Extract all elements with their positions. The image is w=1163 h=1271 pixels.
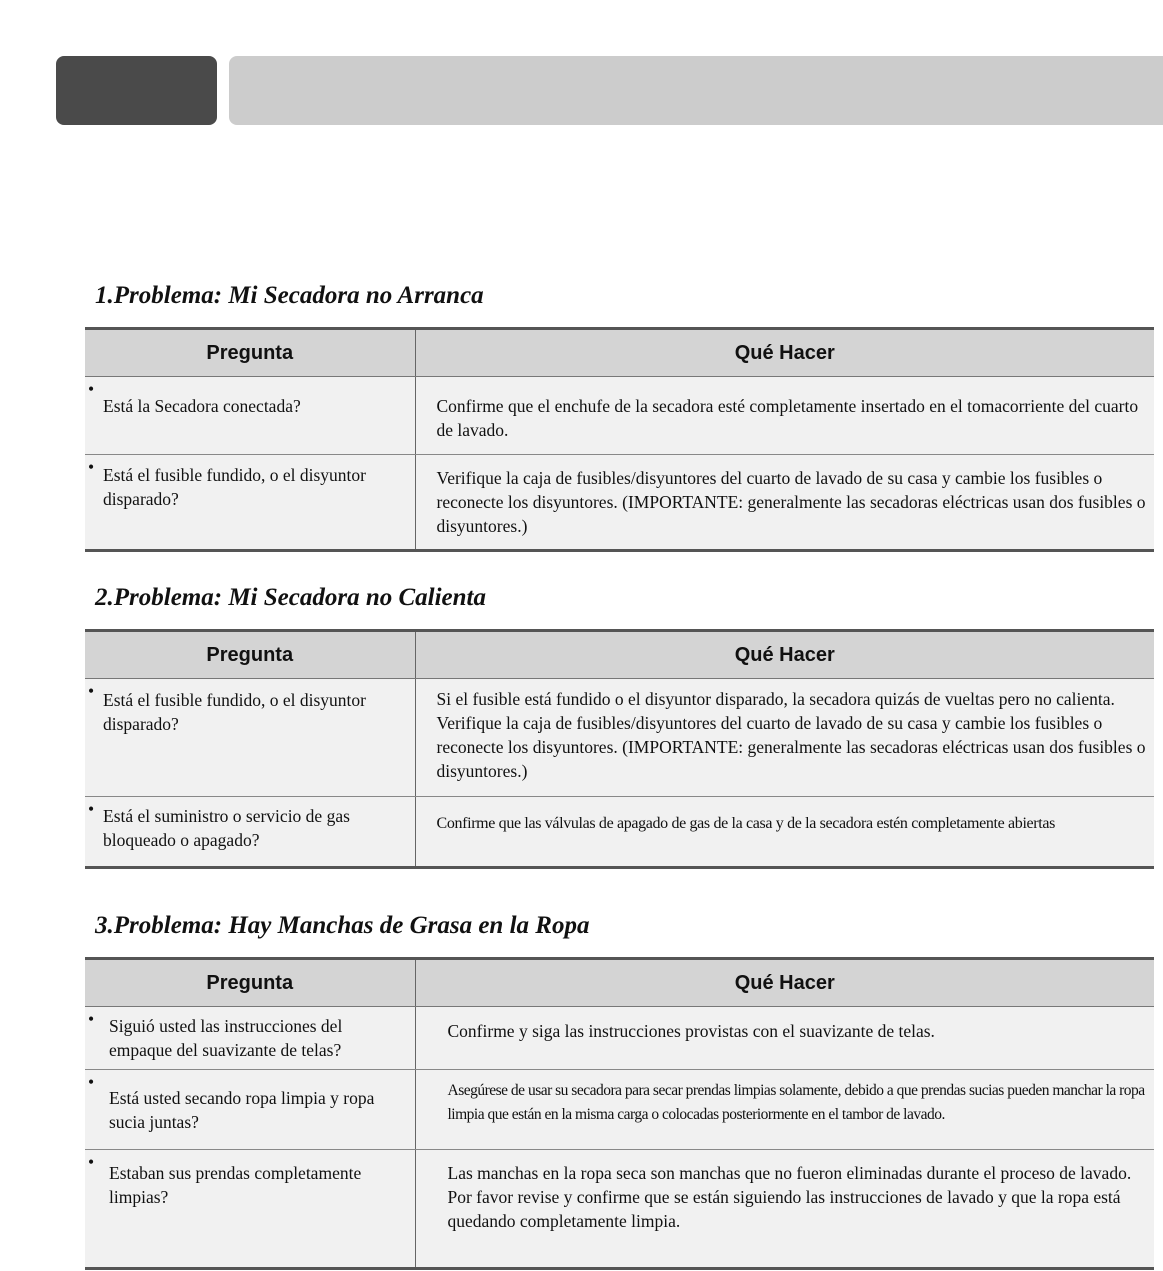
question-text: • Está la Secadora conectada?	[85, 377, 415, 418]
question-text: • Está el fusible fundido, o el disyuntor disparado?	[85, 679, 415, 736]
section-3-title: 3.Problema: Hay Manchas de Grasa en la Ropa	[95, 912, 590, 939]
section-2-title: 2.Problema: Mi Secadora no Calienta	[95, 584, 486, 611]
answer-text: Si el fusible está fundido o el disyuntor disparado, la secadora quizás de vueltas pero no calienta. Verifique la caja de fusibles/disyuntores del cuarto de lavado de su casa y cambie los fusibles o reconecte los disyuntores. (IMPORTANTE: generalmente las secadoras eléctricas usan dos fusibles o disyuntores.)	[436, 689, 1146, 781]
section-1-table	[85, 327, 1154, 552]
header-dark-block	[56, 56, 217, 125]
answer-text: Confirme que las válvulas de apagado de gas de la casa y de la secadora estén completamente abiertas	[436, 815, 1056, 832]
section-2-table	[85, 629, 1154, 869]
answer-text: Las manchas en la ropa seca son manchas que no fueron eliminadas durante el proceso de lavado. Por favor revise y confirme que se están siguiendo las instrucciones de lavado y que la ropa está quedando completamente limpia.	[447, 1163, 1132, 1231]
question-text: • Está el fusible fundido, o el disyuntor disparado?	[85, 455, 415, 511]
answer-text: Asegúrese de usar su secadora para secar prendas limpias solamente, debido a que prendas sucias pueden manchar la ropa limpia que están en la misma carga o colocadas posteriormente en el tambor de lavado.	[447, 1082, 1145, 1123]
table-row	[85, 1070, 1154, 1150]
table-header-row	[85, 631, 1154, 679]
table-row	[85, 1007, 1154, 1070]
table-row	[85, 1150, 1154, 1269]
question-text: • Estaban sus prendas completamente limpias?	[85, 1150, 415, 1209]
answer-text: Verifique la caja de fusibles/disyuntores del cuarto de lavado de su casa y cambie los fusibles o reconecte los disyuntores. (IMPORTANTE: generalmente las secadoras eléctricas usan dos fusibles o disyuntores.)	[436, 468, 1146, 536]
table-row	[85, 797, 1154, 868]
column-header-question: Pregunta	[85, 959, 415, 1007]
column-header-question: Pregunta	[85, 329, 415, 377]
column-header-action: Qué Hacer	[415, 959, 1154, 1007]
column-header-action: Qué Hacer	[415, 329, 1154, 377]
column-header-action: Qué Hacer	[415, 631, 1154, 679]
answer-text: Confirme y siga las instrucciones provistas con el suavizante de telas.	[447, 1021, 935, 1041]
header-light-bar	[229, 56, 1163, 125]
column-header-question: Pregunta	[85, 631, 415, 679]
question-text: • Siguió usted las instrucciones del empaque del suavizante de telas?	[85, 1007, 415, 1062]
table-row	[85, 455, 1154, 551]
question-text: • Está usted secando ropa limpia y ropa sucia juntas?	[85, 1070, 415, 1134]
question-text: • Está el suministro o servicio de gas bloqueado o apagado?	[85, 797, 415, 852]
table-header-row	[85, 329, 1154, 377]
table-header-row	[85, 959, 1154, 1007]
section-1-title: 1.Problema: Mi Secadora no Arranca	[95, 282, 484, 309]
answer-text: Confirme que el enchufe de la secadora esté completamente insertado en el tomacorriente del cuarto de lavado.	[436, 396, 1139, 440]
section-3-table	[85, 957, 1154, 1270]
table-row	[85, 377, 1154, 455]
table-row	[85, 679, 1154, 797]
